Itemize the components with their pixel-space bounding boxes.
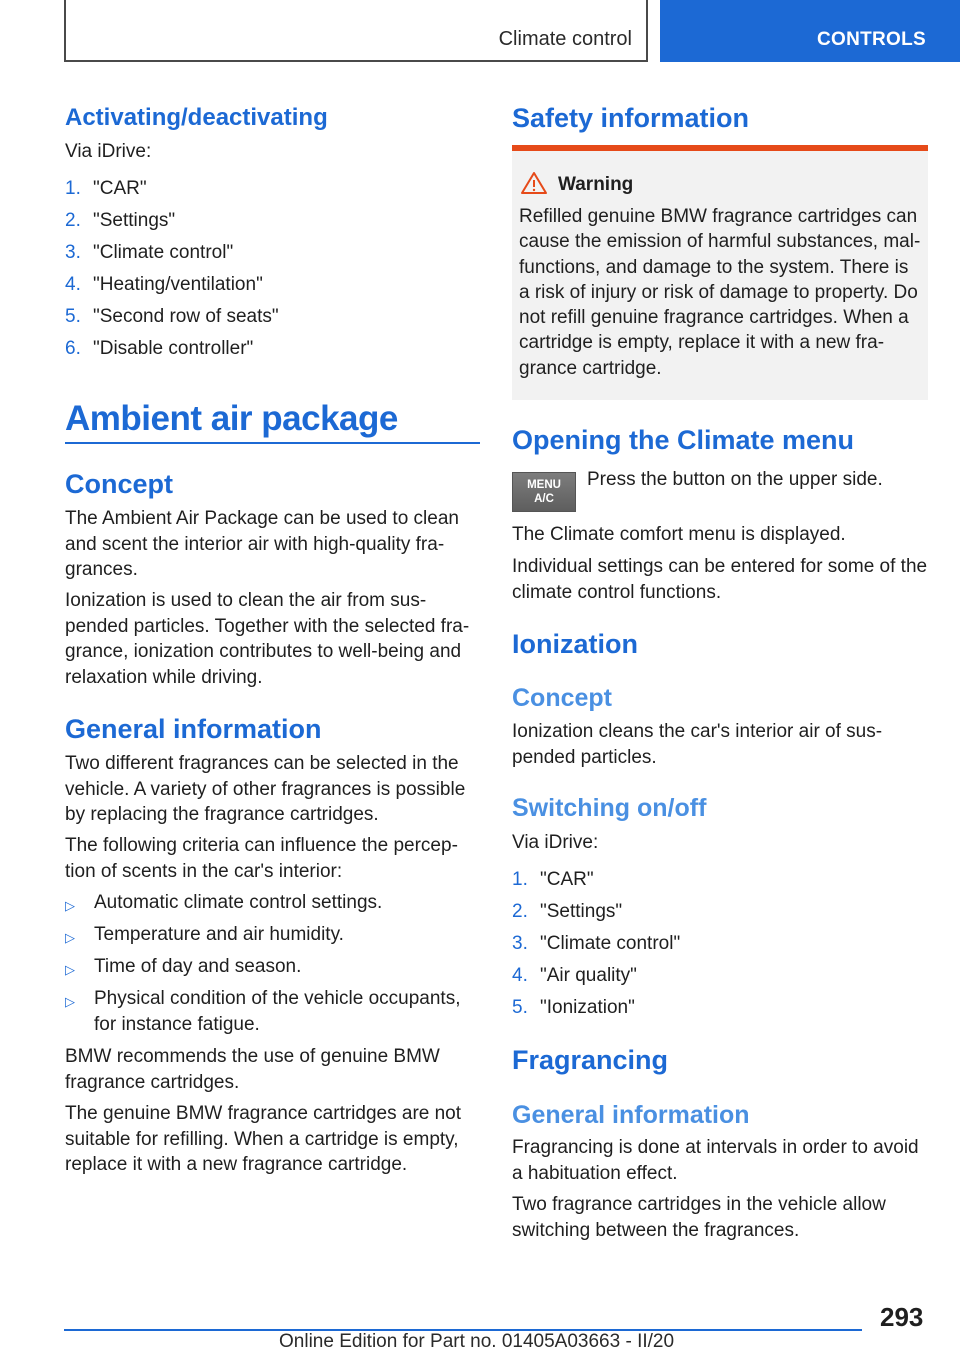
bullet-text: Time of day and season. (94, 956, 302, 977)
list-item (65, 176, 480, 208)
menu-displayed-text: The Climate comfort menu is displayed. (512, 524, 846, 545)
list-item (65, 336, 480, 368)
bullet-text: Temperature and air humidity. (94, 924, 344, 945)
general-information-heading: General information (65, 714, 322, 744)
list-item (512, 899, 928, 931)
list-item (512, 963, 928, 995)
ac-button-label: A/C (534, 493, 554, 505)
page-number: 293 (880, 1302, 924, 1332)
ambient-air-heading: Ambient air package (65, 399, 398, 438)
step-number: 4. (65, 274, 81, 295)
step-text: "Climate control" (540, 933, 681, 954)
step-text: "Second row of seats" (93, 306, 279, 327)
list-item (512, 995, 928, 1027)
step-number: 2. (65, 210, 81, 231)
list-item (65, 272, 480, 304)
refill-paragraph: The genuine BMW fragrance cartridges are not suitable for refilling. When a cartridge is empty, replace it with a new fragrance cartridge. (65, 1103, 462, 1175)
step-number: 6. (65, 338, 81, 359)
step-text: "Settings" (540, 901, 623, 922)
warning-text: Refilled genuine BMW fragrance cartridges can cause the emission of harmful substances, malfunctions, and damage to the system. There is a risk of injury or risk of damage to property. Do not refill genuine fragrance cartridges. When a cartridge is empty, replace it with a new fragrance cartridge. (519, 206, 921, 379)
list-item (512, 867, 928, 899)
fragrancing-general-heading: General information (512, 1101, 750, 1129)
step-number: 2. (512, 901, 528, 922)
menu-ac-button-icon (512, 472, 576, 512)
criteria-bullet-list (65, 890, 480, 1044)
step-number: 3. (65, 242, 81, 263)
ionization-concept-heading: Concept (512, 684, 612, 712)
triangle-bullet-icon: ▷ (65, 898, 75, 913)
warning-box (512, 151, 928, 400)
warning-title: Warning (558, 174, 634, 195)
individual-settings-text: Individual settings can be entered for some of the climate control functions. (512, 556, 928, 603)
header-chapter-title: CONTROLS (816, 29, 926, 50)
recommendation-paragraph: BMW recommends the use of genuine BMW fragrance cartridges. (65, 1046, 440, 1093)
header-chapter-tab (660, 0, 960, 62)
list-item (65, 954, 480, 980)
triangle-bullet-icon: ▷ (65, 930, 75, 945)
list-item (65, 304, 480, 336)
concept-paragraph-2: Ionization is used to clean the air from suspended particles. Together with the selected fragrance, ionization contributes to well-being and relaxation while driving. (65, 590, 470, 688)
concept-heading: Concept (65, 469, 173, 499)
step-text: "Disable controller" (93, 338, 254, 359)
step-text: "Ionization" (540, 997, 635, 1018)
safety-information-heading: Safety information (512, 103, 750, 133)
triangle-bullet-icon: ▷ (65, 994, 75, 1009)
fragrancing-paragraph-2: Two fragrance cartridges in the vehicle allow switching between the fragrances. (512, 1194, 886, 1241)
switching-heading: Switching on/off (512, 794, 707, 822)
warning-triangle-icon (520, 171, 548, 195)
general-paragraph-2: The following criteria can influence the perception of scents in the car's interior: (65, 835, 458, 882)
step-number: 4. (512, 965, 528, 986)
via-idrive-label: Via iDrive: (512, 832, 599, 853)
activating-steps-list (65, 176, 480, 368)
ionization-concept-text: Ionization cleans the car's interior air of suspended particles. (512, 721, 883, 768)
menu-button-label: MENU (527, 479, 561, 491)
opening-climate-menu-heading: Opening the Climate menu (512, 425, 855, 455)
step-text: "Heating/ventilation" (93, 274, 263, 295)
concept-paragraph-1: The Ambient Air Package can be used to clean and scent the interior air with high-quality fragrances. (65, 508, 459, 580)
step-text: "CAR" (93, 178, 147, 199)
list-item (65, 208, 480, 240)
general-paragraph-1: Two different fragrances can be selected in the vehicle. A variety of other fragrances is possible by replacing the fragrance cartridges. (65, 753, 466, 825)
bullet-text: Physical condition of the vehicle occupants, for instance fatigue. (94, 988, 461, 1035)
step-number: 5. (512, 997, 528, 1018)
step-text: "Air quality" (540, 965, 637, 986)
header-section-box (64, 0, 648, 62)
press-button-text: Press the button on the upper side. (587, 469, 883, 490)
list-item (65, 922, 480, 948)
list-item (65, 240, 480, 272)
step-number: 3. (512, 933, 528, 954)
step-text: "Settings" (93, 210, 176, 231)
via-idrive-label: Via iDrive: (65, 141, 152, 162)
fragrancing-paragraph-1: Fragrancing is done at intervals in order to avoid a habituation effect. (512, 1137, 919, 1184)
list-item (512, 931, 928, 963)
ionization-steps-list (512, 867, 928, 1027)
step-number: 5. (65, 306, 81, 327)
header-section-title: Climate control (498, 28, 632, 50)
step-number: 1. (65, 178, 81, 199)
step-text: "Climate control" (93, 242, 234, 263)
step-number: 1. (512, 869, 528, 890)
list-item (65, 986, 480, 1037)
bullet-text: Automatic climate control settings. (94, 892, 383, 913)
ionization-heading: Ionization (512, 629, 638, 659)
activating-heading: Activating/deactivating (65, 104, 328, 131)
list-item (65, 890, 480, 916)
triangle-bullet-icon: ▷ (65, 962, 75, 977)
fragrancing-heading: Fragrancing (512, 1045, 669, 1075)
heading-underline (65, 442, 480, 444)
edition-footer-text: Online Edition for Part no. 01405A03663 - II/20 (279, 1331, 675, 1352)
step-text: "CAR" (540, 869, 594, 890)
